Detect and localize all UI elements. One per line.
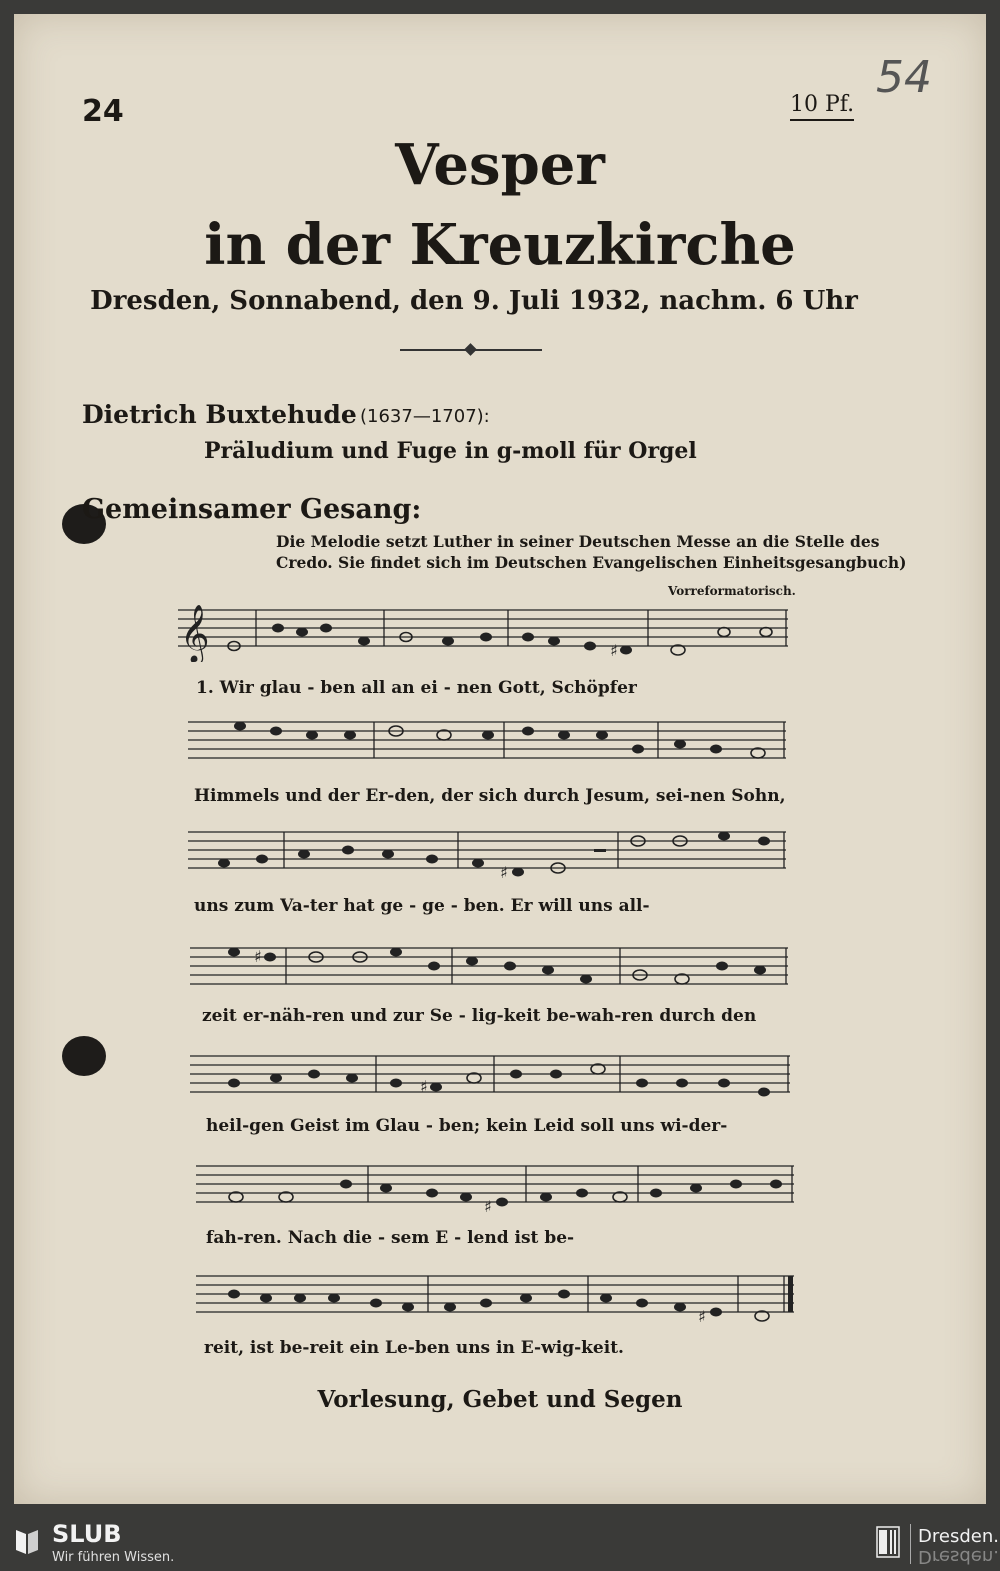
lyric-line-2: Himmels und der Er-den, der sich durch Jesum, sei-nen Sohn, xyxy=(194,786,786,806)
music-staff-2 xyxy=(188,710,788,770)
svg-text:♯: ♯ xyxy=(610,641,618,660)
svg-text:♯: ♯ xyxy=(420,1077,428,1096)
dresden-label-reflection: Dresden. xyxy=(918,1546,999,1567)
music-staff-6 xyxy=(196,1154,796,1218)
lyric-line-1: 1. Wir glau - ben all an ei - nen Gott, Schöpfer xyxy=(196,678,637,698)
closing-line: Vorlesung, Gebet und Segen xyxy=(317,1386,683,1413)
hymn-note-line-1: Die Melodie setzt Luther in seiner Deutschen Messe an die Stelle des xyxy=(276,532,880,551)
lyric-line-5: heil-gen Geist im Glau - ben; kein Leid soll uns wi-der- xyxy=(206,1116,728,1136)
svg-text:♯: ♯ xyxy=(500,863,508,882)
divider-ornament xyxy=(464,343,477,356)
music-staff-4 xyxy=(190,936,790,996)
composer-name: Dietrich Buxtehude xyxy=(82,400,357,429)
lyric-line-6: fah-ren. Nach die - sem E - lend ist be- xyxy=(206,1228,575,1248)
svg-text:♯: ♯ xyxy=(484,1197,492,1216)
footer-separator xyxy=(910,1524,911,1564)
slub-name: SLUB xyxy=(52,1520,122,1548)
title-line-2: in der Kreuzkirche xyxy=(204,212,796,278)
title-line-1: Vesper xyxy=(395,132,605,198)
page-number: 24 xyxy=(82,94,124,129)
music-staff-5 xyxy=(190,1044,794,1108)
handwritten-number: 54 xyxy=(876,52,932,103)
source-label: Vorreformatorisch. xyxy=(668,584,796,598)
music-staff-7 xyxy=(196,1264,796,1328)
punch-hole xyxy=(62,1036,106,1076)
section-title: Gemeinsamer Gesang: xyxy=(82,494,422,525)
lyric-line-3: uns zum Va-ter hat ge - ge - ben. Er will uns all- xyxy=(194,896,650,916)
lyric-line-4: zeit er-näh-ren und zur Se - lig-keit be-wah-ren durch den xyxy=(202,1006,757,1026)
dresden-label: Dresden. xyxy=(918,1526,999,1547)
svg-text:♯: ♯ xyxy=(254,947,262,966)
music-staff-1 xyxy=(178,598,790,662)
price-label: 10 Pf. xyxy=(790,92,854,121)
composer-dates: (1637—1707): xyxy=(360,406,490,427)
document-page xyxy=(14,14,986,1504)
music-staff-3 xyxy=(188,820,788,884)
hymn-note-line-2: Credo. Sie findet sich im Deutschen Evangelischen Einheitsgesangbuch) xyxy=(276,553,907,572)
lyric-line-7: reit, ist be-reit ein Le-ben uns in E-wig-keit. xyxy=(204,1338,624,1358)
piece-title: Präludium und Fuge in g-moll für Orgel xyxy=(204,438,697,464)
slub-tagline: Wir führen Wissen. xyxy=(52,1550,175,1565)
viewer-footer xyxy=(0,1518,1000,1571)
dresden-crest-icon xyxy=(876,1526,900,1558)
svg-text:𝄞: 𝄞 xyxy=(180,604,210,662)
svg-text:♯: ♯ xyxy=(698,1307,706,1326)
slub-logo-icon xyxy=(14,1526,40,1556)
subtitle: Dresden, Sonnabend, den 9. Juli 1932, nachm. 6 Uhr xyxy=(90,286,858,316)
